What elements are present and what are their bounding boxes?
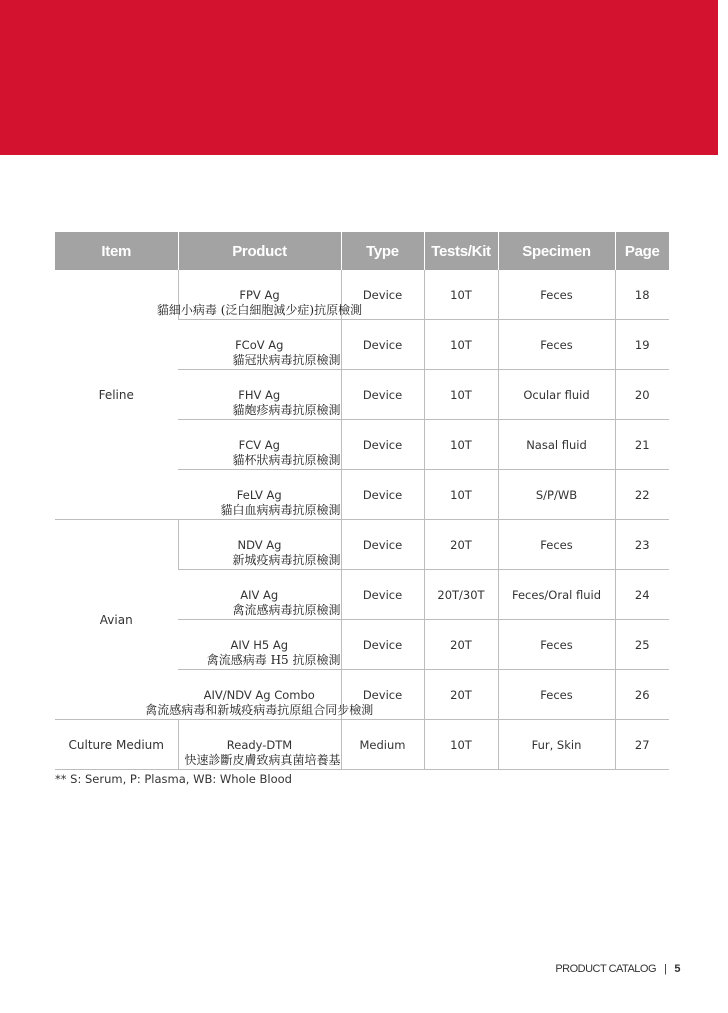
footer-separator: | [664,963,667,975]
product-name-zh-wrap [179,753,341,768]
product-cell [178,320,341,370]
footer-label: PRODUCT CATALOG [555,963,657,975]
product-name-en: FPV Ag [239,288,280,302]
product-cell [178,520,341,570]
product-name-zh: 快速診斷皮膚致病真菌培養基 [184,753,341,767]
tests-kit-cell: 10T [424,320,498,370]
page-cell: 22 [615,470,669,520]
item-group-cell: Avian [55,520,178,720]
type-cell: Device [341,270,424,320]
product-name-en: AIV H5 Ag [230,638,289,652]
page-cell: 23 [615,520,669,570]
specimen-cell: Fur, Skin [498,720,615,770]
product-name-zh-wrap [178,353,341,368]
type-cell: Device [341,520,424,570]
header-specimen: Specimen [498,232,615,270]
header-tests-kit: Tests/Kit [424,232,498,270]
type-cell: Device [341,470,424,520]
tests-kit-cell: 10T [424,720,498,770]
product-name-en: FeLV Ag [236,488,282,502]
header-item: Item [55,232,178,270]
product-cell [178,570,341,620]
product-name-zh: 禽流感病毒抗原檢測 [232,603,341,617]
specimen-cell: Feces [498,620,615,670]
specimen-cell: Nasal fluid [498,420,615,470]
product-cell [178,420,341,470]
type-cell: Device [341,570,424,620]
product-name-zh: 禽流感病毒 H5 抗原檢測 [206,653,341,667]
product-table [55,232,669,770]
product-name-zh-wrap [178,403,341,418]
product-name-zh-wrap [145,703,374,718]
item-group-cell: Feline [55,270,178,520]
product-name-en: FCoV Ag [235,338,284,352]
red-banner [0,0,718,155]
tests-kit-cell: 20T [424,520,498,570]
product-name-en: AIV Ag [240,588,279,602]
specimen-cell: Feces [498,270,615,320]
product-name-zh-wrap [178,453,341,468]
header-type: Type [341,232,424,270]
page-cell: 18 [615,270,669,320]
tests-kit-cell: 10T [424,420,498,470]
product-cell [178,370,341,420]
header-page: Page [615,232,669,270]
product-name-en: AIV/NDV Ag Combo [203,688,315,702]
product-cell [178,720,341,770]
footnote: ** S: Serum, P: Plasma, WB: Whole Blood [55,772,292,786]
type-cell: Device [341,320,424,370]
product-name-zh-wrap [156,303,363,318]
product-name-en: FCV Ag [238,438,280,452]
product-name-zh: 貓皰疹病毒抗原檢測 [232,403,341,417]
specimen-cell: S/P/WB [498,470,615,520]
product-name-zh-wrap [178,603,341,618]
table-row [55,520,669,570]
table-row [55,270,669,320]
type-cell: Device [341,670,424,720]
tests-kit-cell: 10T [424,470,498,520]
page-cell: 27 [615,720,669,770]
product-name-en: Ready-DTM [226,738,293,752]
type-cell: Device [341,620,424,670]
product-name-zh: 貓細小病毒 (泛白細胞減少症)抗原檢測 [156,303,363,317]
header-product: Product [178,232,341,270]
specimen-cell: Feces/Oral fluid [498,570,615,620]
product-cell [178,620,341,670]
page-cell: 20 [615,370,669,420]
type-cell: Device [341,370,424,420]
product-name-zh: 禽流感病毒和新城疫病毒抗原組合同步檢測 [145,703,374,717]
product-name-zh-wrap [178,503,341,518]
tests-kit-cell: 20T [424,670,498,720]
table-row [55,720,669,770]
table-header-row [55,232,669,270]
tests-kit-cell: 20T [424,620,498,670]
product-name-zh: 新城疫病毒抗原檢測 [232,553,341,567]
product-cell [145,670,374,720]
product-name-zh: 貓白血病病毒抗原檢測 [220,503,341,517]
specimen-cell: Feces [498,520,615,570]
product-name-zh: 貓杯狀病毒抗原檢測 [232,453,341,467]
product-name-zh-wrap [179,553,341,568]
item-group-cell: Culture Medium [55,720,178,770]
tests-kit-cell: 10T [424,370,498,420]
product-name-en: FHV Ag [238,388,281,402]
page-cell: 19 [615,320,669,370]
product-cell [156,270,363,320]
product-name-en: NDV Ag [237,538,282,552]
page-footer [555,963,680,975]
specimen-cell: Feces [498,670,615,720]
footer-page-number: 5 [674,963,680,975]
product-name-zh-wrap [178,653,341,668]
page-cell: 25 [615,620,669,670]
product-cell [178,470,341,520]
page-cell: 26 [615,670,669,720]
type-cell: Device [341,420,424,470]
specimen-cell: Feces [498,320,615,370]
tests-kit-cell: 20T/30T [424,570,498,620]
tests-kit-cell: 10T [424,270,498,320]
product-name-zh: 貓冠狀病毒抗原檢測 [232,353,341,367]
type-cell: Medium [341,720,424,770]
page-cell: 21 [615,420,669,470]
page-cell: 24 [615,570,669,620]
specimen-cell: Ocular fluid [498,370,615,420]
